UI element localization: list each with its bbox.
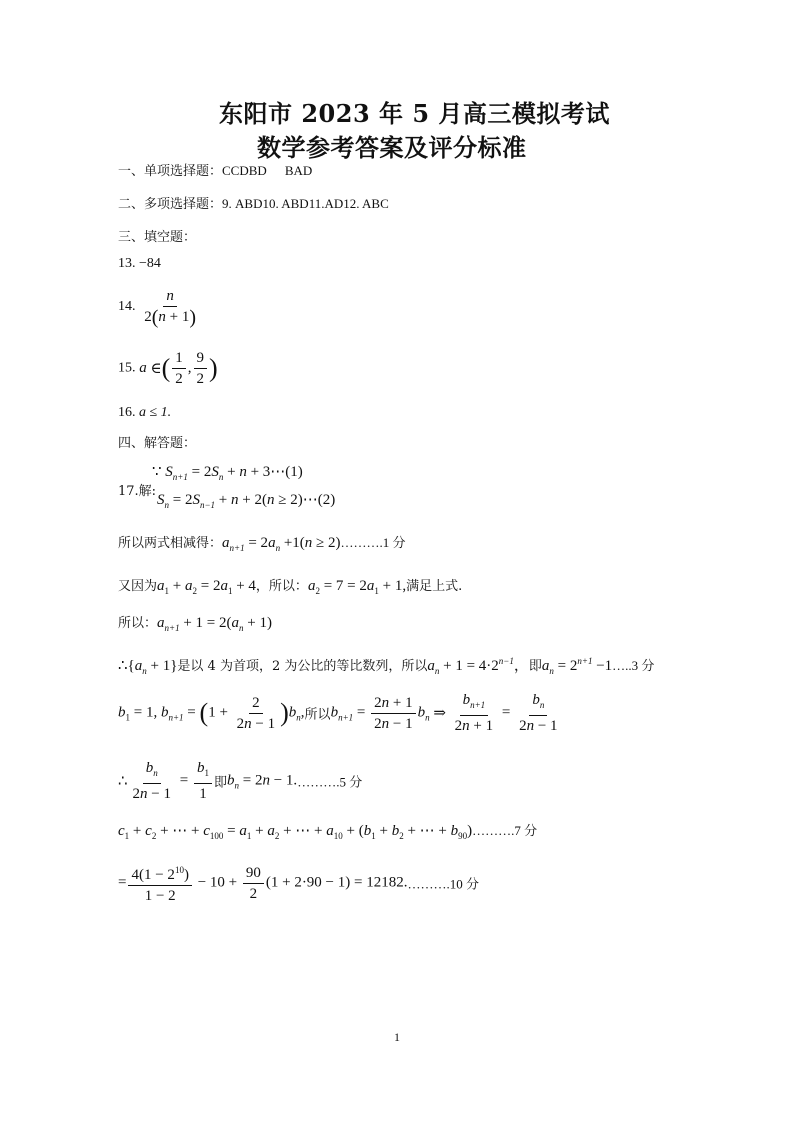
answer-14 [118, 288, 201, 329]
score-mark: …..3 分 [612, 658, 655, 673]
q17-step-because: 又因为$a_1 + a_2 = 2a_1 + 4$，所以：$a_2 = 7 = 2a_1 + 1$,满足上式. [118, 578, 463, 596]
q17-eq2: $S_n = 2S_{n-1} + n + 2(n$ ≥ 2)⋯(2) [157, 492, 336, 510]
question-number: 14. [118, 298, 136, 314]
step-text: 所以两式相减得： [118, 536, 223, 551]
score-mark: ……….7 分 [472, 823, 538, 838]
answer-value: a ≤ 1. [139, 405, 172, 420]
step-text: 满足上式. [406, 579, 463, 594]
step-text: 即 [213, 775, 227, 791]
question-number: 15. [118, 360, 136, 376]
q17-step-final: = $\frac{4(1 - 2^{10})}{1 - 2}$ − 10 + $\frac{90}{2}$ (1 + 2·90 − 1) = 12182.……….10 分 [118, 862, 479, 904]
page-number: 1 [394, 1030, 400, 1044]
q17-step-subtract: 所以两式相减得：$a_{n+1} = 2a_n +1(n$ ≥ 2)……….1 分 [118, 535, 406, 553]
answer-value: −84 [139, 256, 161, 271]
multi-answers: 9. ABD10. ABD11.AD12. ABC [222, 196, 389, 211]
section-label: 三、填空题： [118, 230, 197, 245]
single-answers-2: BAD [284, 163, 313, 178]
section-solutions [118, 432, 196, 451]
step-text: ，所以： [255, 579, 308, 594]
q17-step-geometric: $\therefore\{a_n + 1\}$是以 4 为首项，2 为公比的等比数列，所以$a_n + 1 = 4\cdot 2^{n-1}$，即$a_n = 2^{n+1}$ −1…..3 分 [118, 656, 655, 676]
label-text: 17.解: [118, 484, 157, 499]
answer-13 [118, 256, 161, 272]
score-mark: ……….5 分 [297, 774, 363, 790]
q17-label [118, 480, 156, 499]
q17-step-so: 所以：$a_{n+1} + 1 = 2(a_n + 1)$ [118, 615, 272, 633]
section-label: 四、解答题： [118, 436, 197, 451]
step-text: 是以 4 为首项，2 为公比的等比数列，所以 [177, 659, 428, 674]
step-text: 又因为 [118, 579, 158, 594]
fraction: $\frac{n}{2(n + 1)}$ [144, 288, 197, 329]
final-result: 12182. [366, 874, 408, 891]
q17-step-b-recurrence: $b_1 = 1$, $b_{n+1} = (1$ + $\frac{2}{2n - 1}$ )$b_n$,所以$b_{n+1}$ = $\frac{2n + 1}{2n - 1}$ $b_n$ ⇒ $\frac{b_{n+1}}{2n + 1}$ = $\frac{b_n}{2n - 1}$ [118, 692, 558, 734]
answer-15: 15. a ∈( $\frac{1}{2}$ , $\frac{9}{2}$ ) [118, 350, 218, 387]
step-text: 所以 [304, 707, 331, 723]
page-title: 东阳市 2023 年 5 月高三模拟考试 [219, 99, 610, 128]
score-mark: ……….1 分 [340, 535, 406, 550]
section-label: 二、多项选择题： [118, 197, 223, 212]
q17-eq1: ∵ $S_{n+1} = 2S_n + n$ + 3⋯(1) [152, 464, 303, 482]
question-number: 16. [118, 405, 136, 420]
q17-step-bn: ∴ $\frac{b_n}{2n - 1}$ = $\frac{b_1}{1}$ 即$b_n = 2n$ − 1.……….5 分 [118, 760, 363, 802]
section-fill-blank [118, 226, 196, 245]
section-label: 一、单项选择题： [118, 164, 223, 179]
section-single-choice [118, 160, 312, 179]
page-subtitle: 数学参考答案及评分标准 [257, 133, 527, 162]
score-mark: ……….10 分 [407, 876, 479, 892]
section-multi-choice [118, 193, 389, 212]
question-number: 13. [118, 256, 136, 271]
step-text: 即 [528, 659, 542, 674]
q17-step-csum: $c_1 + c_2$ + ⋯ + $c_{100} = a_1 + a_2$ + ⋯ + $a_{10} + (b_1 + b_2$ + ⋯ + $b_{90})\dots\dots\dots.7$ 分 [118, 823, 538, 841]
single-answers: CCDBD [222, 163, 267, 178]
step-text: 所以： [118, 616, 158, 631]
answer-16 [118, 405, 171, 421]
